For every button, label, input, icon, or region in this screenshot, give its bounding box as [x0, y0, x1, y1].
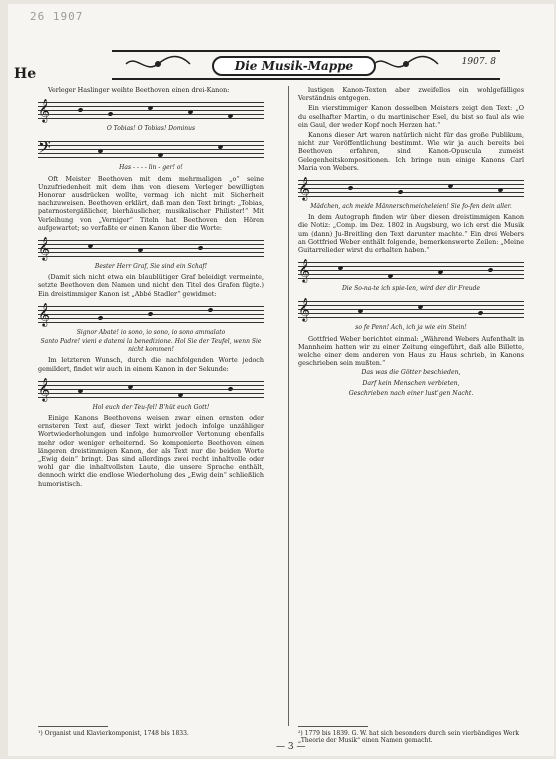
lyric-line: Mädchen, ach meide Männerschmeicheleien! Sie fo-fen dein aller. [310, 203, 512, 211]
lyric-line: so fe Penn! Ach, ich ja wie ein Stein! [355, 324, 467, 332]
treble-clef-icon: 𝄞 [298, 176, 310, 201]
paragraph: Kanons dieser Art waren natürlich nicht für das große Publikum, nicht zur Veröffentlichung bestimmt. Wie wir ja auch bereits bei Beethoven erfahren, sind Kanon-Opuscula zumeist Gelegenheitskompositionen. Ich bringe nun einige Kanons Carl Maria von Webers. [298, 131, 524, 172]
treble-clef-icon: 𝄞 [298, 297, 310, 322]
footnote: ²) 1779 bis 1839. G. W. hat sich besonders durch sein vierbändiges Werk „Theorie der Musik“ einen Namen gemacht. [298, 730, 519, 744]
margin-mark: He [14, 66, 37, 82]
footnote-rule [298, 726, 368, 727]
page [8, 4, 554, 756]
poem-line: Das was die Götter beschieden, [361, 369, 461, 377]
music-staff [38, 96, 264, 124]
left-column [38, 86, 264, 490]
music-staff [298, 256, 524, 284]
paragraph: lustigen Kanon-Texten aber zweifellos ein wohlgefälliges Verständnis entgegen. [298, 86, 524, 103]
paragraph: Im letzteren Wunsch, durch die nachfolgenden Worte jedoch gemildert, findet wir auch in einem Kanon in der Sekunde: [38, 356, 264, 373]
column-divider [288, 86, 289, 726]
paragraph: Ein vierstimmiger Kanon desselben Meisters zeigt den Text: „O du eselhafter Martin, o du martinischer Esel, du bist so faul als wie ein Gaul, der weder Kopf noch Herzen hat.“ [298, 104, 524, 129]
journal-title: Die Musik-Mappe [212, 56, 376, 76]
treble-clef-icon: 𝄞 [38, 301, 50, 326]
ornament-left-icon [124, 54, 192, 74]
lyric-line: Hol euch der Teu-fel! B'hüt euch Gott! [92, 403, 210, 411]
library-stamp: 26 1907 [30, 10, 84, 23]
lyric-line: Santo Padre! vieni e datemi la benedizione. Hol Sie der Teufel, wenn Sie nicht kommen! [40, 338, 262, 354]
paragraph: Oft Meister Beethoven mit dem mehrmaligen „o“ seine Unzufriedenheit mit dem ihm von diesem Verleger bewilligten Honorar ausdrücken wollte, vermag ich nicht mit Sicherheit nachzuweisen. Beethoven erklärt, daß man den Text bringt: „Tobias, paternostergäßlicher, bierhäuslicher, musikalischer Philister!“ Mit Verleihung von „Verniger“ Titeln hat Beethoven den Hören aufgewartet; so verfaßte er einen Kanon über die Worte: [38, 174, 264, 232]
page-number: — 3 — [276, 742, 306, 752]
music-staff [38, 135, 264, 163]
issue-label: 1907. 8 [461, 57, 496, 67]
ornament-right-icon [372, 54, 440, 74]
poem-line: Darf kein Menschen verbieten, [362, 379, 460, 387]
footnote-rule [38, 726, 108, 727]
treble-clef-icon: 𝄞 [298, 258, 310, 283]
music-staff [38, 234, 264, 262]
music-staff [298, 295, 524, 323]
lyric-line: Signor Abate! io sono, io sono, io sono ammalato [76, 328, 226, 336]
lyric-line: Die So-na-te ich spie-len, wird der dir Freude [341, 285, 481, 293]
poem-line: Geschrieben nach einer lust'gen Nacht. [348, 389, 474, 397]
lyric-line: Bester Herr Graf, Sie sind ein Schaf! [94, 263, 208, 271]
treble-clef-icon: 𝄞 [38, 98, 50, 123]
footnote: ¹) Organist und Klavierkomponist, 1748 bis 1833. [38, 730, 189, 737]
treble-clef-icon: 𝄞 [38, 376, 50, 401]
paragraph: Gottfried Weber berichtet einmal: „Während Webers Aufenthalt in Mannheim hatten wir zu einer Zeitung eingeführt, daß alle Billette, welche einer dem anderen von Haus zu Haus schrieb, in Kanons geschrieben sein mußten.“ [298, 334, 524, 368]
music-staff [38, 375, 264, 403]
music-staff [38, 300, 264, 328]
bass-clef-icon: 𝄢 [38, 137, 51, 162]
paragraph: Einige Kanons Beethovens weisen zwar einen ernsten oder ernsteren Text auf, dieser Text wirkt jedoch infolge unzähliger Wortwiederholungen und infolge humorvoller Vertonung ebenfalls mehr oder weniger erheiternd. So komponierte Beethoven einen längeren dreistimmigen Kanon, der als Text nur die beiden Worte „Ewig dein“ bringt. Das sind allerdings zwei recht inhaltvolle oder wohl gar die inhaltvollsten Laute, die unsere Sprache enthält, dennoch wirkt die endlose Wiederholung des „Ewig dein“ schließlich humoristisch. [38, 414, 264, 488]
paragraph: Verleger Haslinger weihte Beethoven einen drei-Kanon: [48, 86, 230, 94]
right-column [298, 86, 524, 400]
lyric-line: O Tobias! O Tobias! Dominus [106, 125, 196, 133]
masthead [112, 50, 500, 80]
lyric-line: Has - - - - lin - ger! o! [119, 164, 183, 172]
paragraph: (Damit sich nicht etwa ein blaublütiger Graf beleidigt vermeinte, setzte Beethoven den Namen und nicht den Titel des Grafen fügte.) Ein dreistimmiger Kanon ist „Abbé Stadler“ gewidmet: [38, 273, 264, 298]
music-staff [298, 174, 524, 202]
paragraph: In dem Autograph finden wir über diesen dreistimmigen Kanon die Notiz: „Comp. im Dez. 1802 in Augsburg, wo ich erst die Musik um (dann) Ju-Breitling den Text darunter machte.“ Ein drei Webers an Gottfried Weber enthält folgende, bemerkenswerte Zeilen: „Meine Guitarrelieder wirst du erhalten haben.“ [298, 213, 524, 255]
treble-clef-icon: 𝄞 [38, 236, 50, 261]
